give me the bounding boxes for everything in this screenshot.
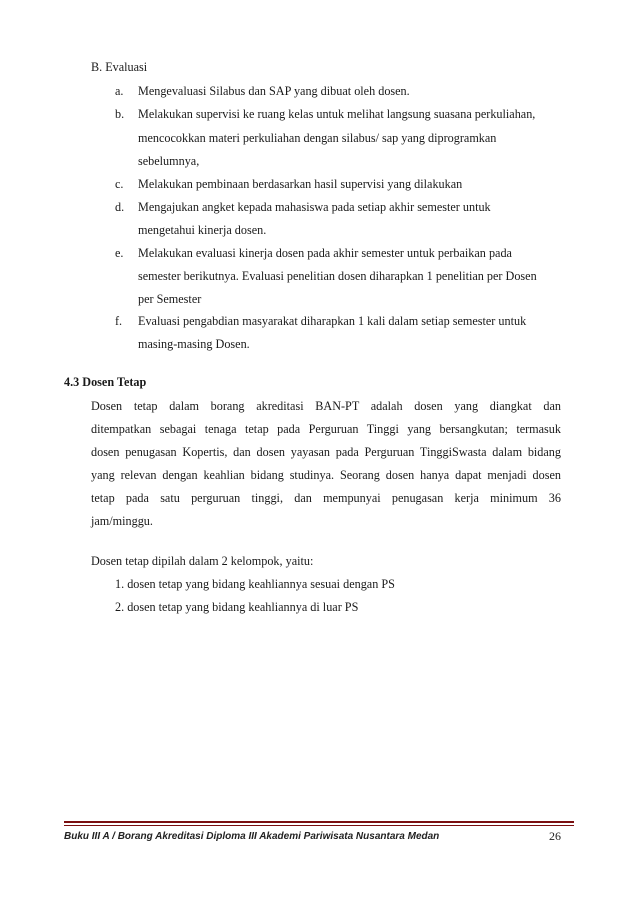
evaluasi-item-d-line-1: Mengajukan angket kepada mahasiswa pada setiap akhir semester untuk — [138, 200, 491, 214]
footer-text: Buku III A / Borang Akreditasi Diploma III Akademi Pariwisata Nusantara Medan — [64, 831, 440, 842]
evaluasi-item-a-marker: a. — [115, 84, 124, 98]
section-paragraph-line-2: ditempatkan sebagai tenaga tetap pada Perguruan Tinggi yang bersangkutan; termasuk — [91, 422, 561, 436]
section-heading: 4.3 Dosen Tetap — [64, 375, 147, 389]
section-paragraph-line-5: tetap pada satu perguruan tinggi, dan mempunyai penugasan kerja minimum 36 — [91, 491, 561, 505]
evaluasi-item-c-line-1: Melakukan pembinaan berdasarkan hasil supervisi yang dilakukan — [138, 177, 463, 191]
evaluasi-item-b-line-1: Melakukan supervisi ke ruang kelas untuk melihat langsung suasana perkuliahan, — [138, 107, 536, 121]
section-paragraph-line-1: Dosen tetap dalam borang akreditasi BAN-PT adalah dosen yang diangkat dan — [91, 399, 561, 413]
evaluasi-item-e-line-3: per Semester — [138, 292, 202, 306]
evaluasi-item-b-marker: b. — [115, 107, 125, 121]
section-group-1: 1. dosen tetap yang bidang keahliannya sesuai dengan PS — [115, 577, 395, 591]
evaluasi-item-b-line-2: mencocokkan materi perkuliahan dengan silabus/ sap yang diprogramkan — [138, 131, 497, 145]
evaluasi-item-e-line-1: Melakukan evaluasi kinerja dosen pada akhir semester untuk perbaikan pada — [138, 246, 512, 260]
evaluasi-item-c-marker: c. — [115, 177, 124, 191]
evaluasi-item-b-line-3: sebelumnya, — [138, 154, 200, 168]
footer-rule-thin — [64, 825, 574, 826]
section-paragraph-line-4: yang relevan dengan keahlian bidang studinya. Seorang dosen hanya dapat menjadi dosen — [91, 468, 561, 482]
footer-rule-thick — [64, 821, 574, 823]
evaluasi-item-d-line-2: mengetahui kinerja dosen. — [138, 223, 267, 237]
page-number: 26 — [549, 829, 561, 843]
section-paragraph-line-6: jam/minggu. — [91, 514, 153, 528]
evaluasi-item-e-line-2: semester berikutnya. Evaluasi penelitian dosen diharapkan 1 penelitian per Dosen — [138, 269, 537, 283]
section-intro: Dosen tetap dipilah dalam 2 kelompok, yaitu: — [91, 554, 314, 568]
section-group-2: 2. dosen tetap yang bidang keahliannya di luar PS — [115, 600, 359, 614]
evaluasi-heading: B. Evaluasi — [91, 60, 148, 74]
section-paragraph-line-3: dosen penugasan Kopertis, dan dosen yayasan pada Perguruan TinggiSwasta dalam bidang — [91, 445, 561, 459]
evaluasi-item-f-marker: f. — [115, 314, 123, 328]
evaluasi-item-e-marker: e. — [115, 246, 124, 260]
evaluasi-item-a-line-1: Mengevaluasi Silabus dan SAP yang dibuat oleh dosen. — [138, 84, 410, 98]
evaluasi-item-d-marker: d. — [115, 200, 125, 214]
evaluasi-item-f-line-2: masing-masing Dosen. — [138, 337, 250, 351]
evaluasi-item-f-line-1: Evaluasi pengabdian masyarakat diharapkan 1 kali dalam setiap semester untuk — [138, 314, 527, 328]
